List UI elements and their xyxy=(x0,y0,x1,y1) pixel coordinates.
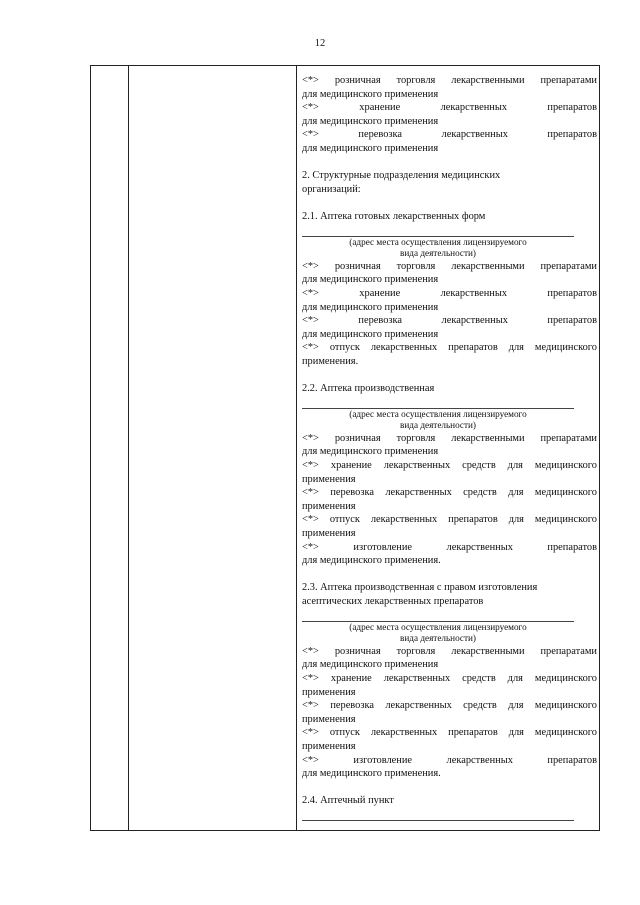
activity-line: <*> отпуск лекарственных препаратов для медицинского xyxy=(302,727,597,739)
activity-line: для медицинского применения. xyxy=(302,768,441,780)
activity-line: для медицинского применения xyxy=(302,301,439,313)
activity-line: применения xyxy=(302,740,356,752)
page-number: 12 xyxy=(314,38,326,49)
activity-line: <*> отпуск лекарственных препаратов для медицинского xyxy=(302,514,597,526)
activity-line: <*> хранение лекарственных средств для медицинского xyxy=(302,672,597,684)
section-heading: организаций: xyxy=(302,183,361,195)
address-caption: вида деятельности) xyxy=(400,248,476,259)
activity-line: <*> хранение лекарственных средств для медицинского xyxy=(302,460,597,472)
activity-line: для медицинского применения xyxy=(302,659,439,671)
address-caption: (адрес места осуществления лицензируемого xyxy=(349,621,527,632)
address-blank-line xyxy=(302,820,574,821)
subsection-heading: 2.3. Аптека производственная с правом изготовления xyxy=(302,582,538,594)
activity-line: <*> хранение лекарственных препаратов xyxy=(302,287,597,299)
activity-line: <*> изготовление лекарственных препаратов xyxy=(302,541,597,553)
activity-line: <*> отпуск лекарственных препаратов для медицинского xyxy=(302,342,597,354)
activity-line: применения xyxy=(302,528,356,539)
address-caption: (адрес места осуществления лицензируемого xyxy=(349,236,527,247)
activity-line: для медицинского применения xyxy=(302,274,439,286)
activity-line: <*> перевозка лекарственных препаратов xyxy=(302,129,597,141)
activity-line: для медицинского применения xyxy=(302,328,439,340)
activity-line: <*> перевозка лекарственных препаратов xyxy=(302,315,597,327)
activity-line: <*> перевозка лекарственных средств для медицинского xyxy=(302,487,597,499)
activity-line: для медицинского применения. xyxy=(302,555,441,567)
column-divider xyxy=(296,66,297,830)
column-divider xyxy=(128,66,129,830)
subsection-heading: асептических лекарственных препаратов xyxy=(302,595,484,607)
subsection-heading: 2.4. Аптечный пункт xyxy=(302,795,394,807)
activity-line: <*> розничная торговля лекарственными препаратами xyxy=(302,432,597,444)
activity-line: для медицинского применения xyxy=(302,115,439,127)
address-caption: вида деятельности) xyxy=(400,420,476,431)
activity-line: <*> розничная торговля лекарственными препаратами xyxy=(302,75,597,86)
activity-line: для медицинского применения xyxy=(302,446,439,458)
activity-line: применения xyxy=(302,686,356,698)
activity-line: применения. xyxy=(302,355,359,367)
activity-line: применения xyxy=(302,473,356,485)
activity-line: для медицинского применения xyxy=(302,88,439,100)
address-caption: вида деятельности) xyxy=(400,633,476,644)
activity-line: <*> розничная торговля лекарственными препаратами xyxy=(302,645,597,657)
activity-line: <*> перевозка лекарственных средств для медицинского xyxy=(302,700,597,712)
activity-line: <*> изготовление лекарственных препаратов xyxy=(302,754,597,766)
table-frame xyxy=(90,65,600,831)
section-heading: 2. Структурные подразделения медицинских xyxy=(302,170,501,182)
activity-line: <*> хранение лекарственных препаратов xyxy=(302,102,597,114)
activity-line: применения xyxy=(302,713,356,725)
activity-line: применения xyxy=(302,500,356,512)
activity-line: <*> розничная торговля лекарственными препаратами xyxy=(302,260,597,272)
subsection-heading: 2.2. Аптека производственная xyxy=(302,383,435,395)
address-caption: (адрес места осуществления лицензируемого xyxy=(349,408,527,419)
license-activities-cell xyxy=(302,74,597,821)
subsection-heading: 2.1. Аптека готовых лекарственных форм xyxy=(302,210,486,222)
activity-line: для медицинского применения xyxy=(302,142,439,154)
